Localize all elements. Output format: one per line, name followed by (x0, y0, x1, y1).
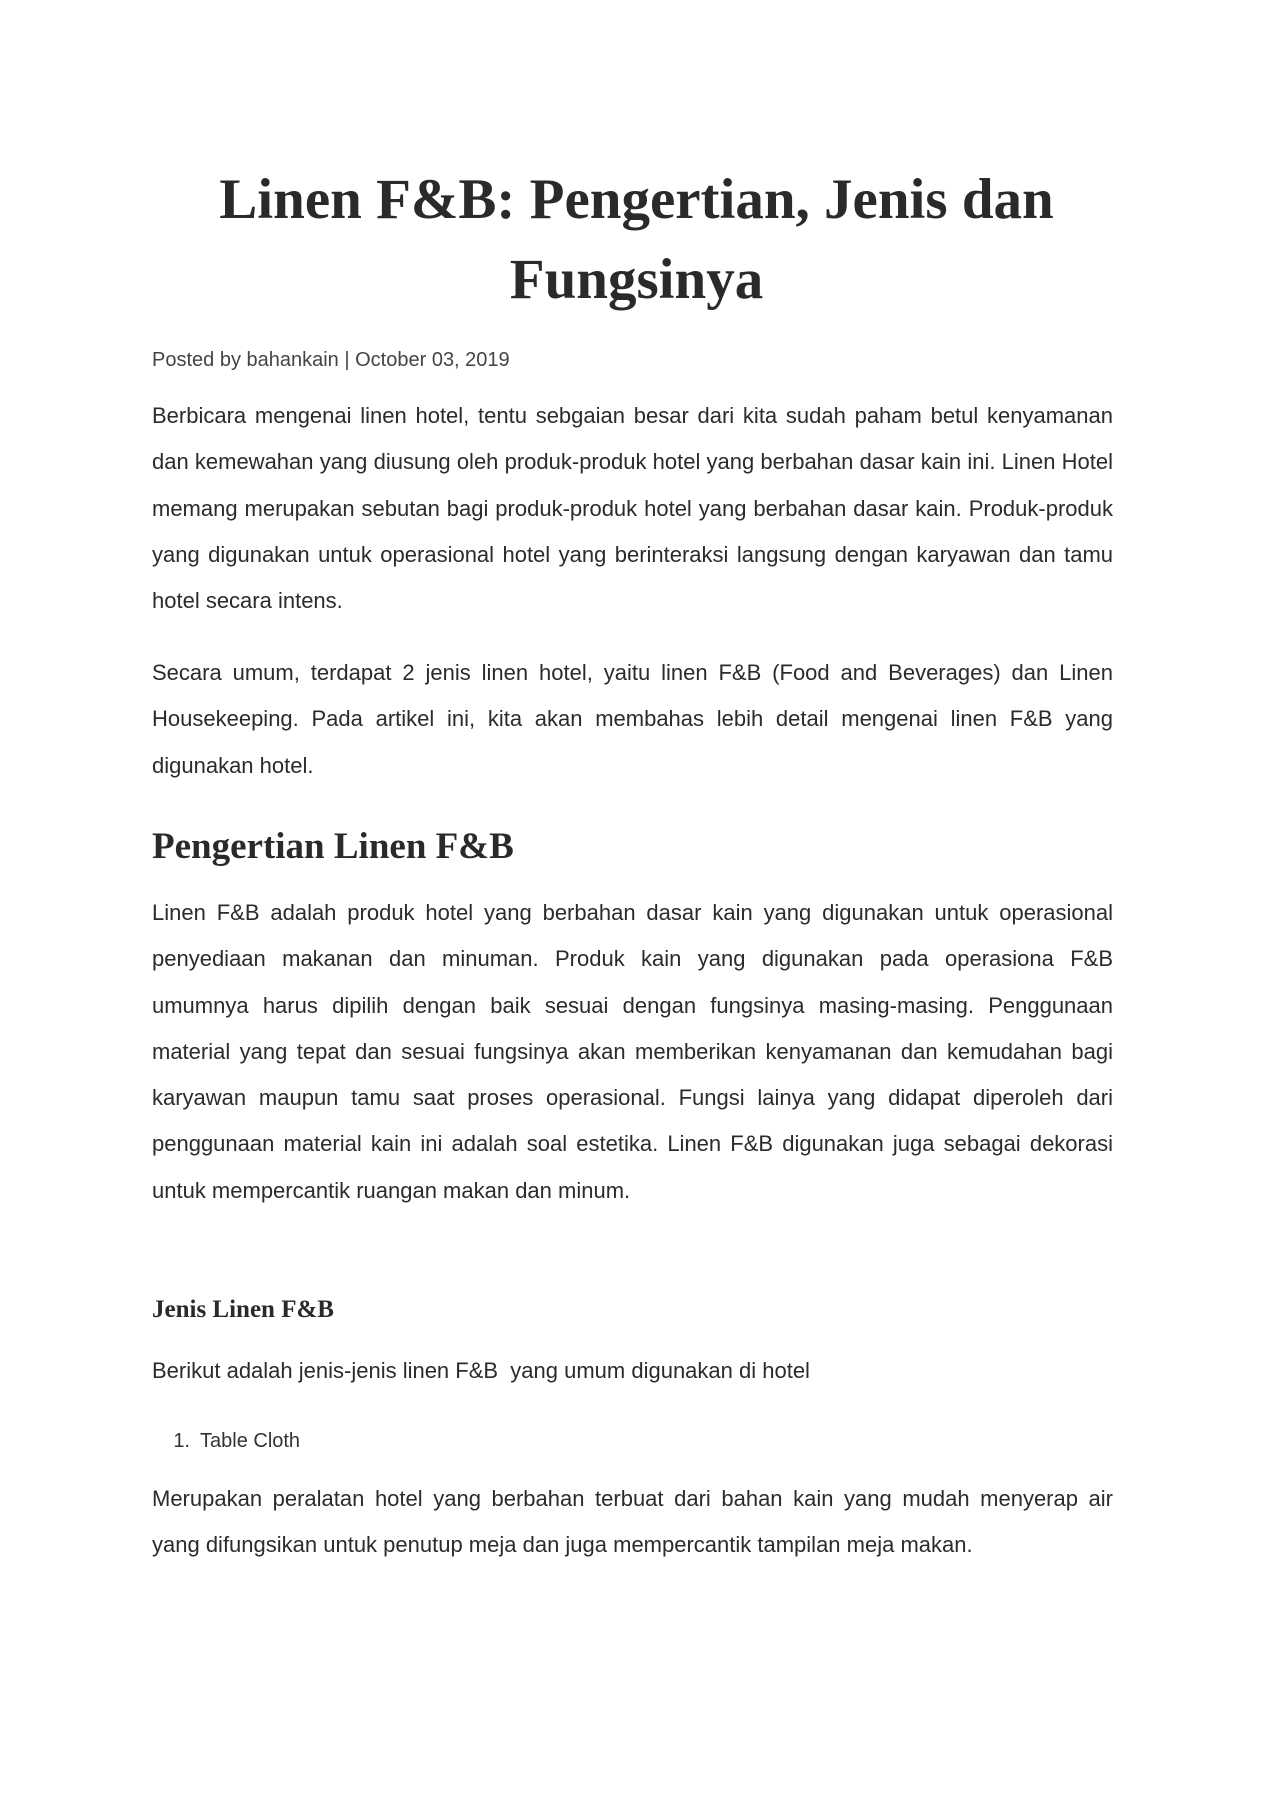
list-number: 1. (173, 1430, 190, 1452)
intro-paragraph-2: Secara umum, terdapat 2 jenis linen hotel, yaitu linen F&B (Food and Beverages) dan Linen Housekeeping. Pada artikel ini, kita akan membahas lebih detail mengenai linen F&B yang digunakan hotel. (152, 660, 1113, 778)
post-meta: Posted by bahankain | October 03, 2019 (152, 349, 510, 371)
section-heading-jenis: Jenis Linen F&B (152, 1296, 334, 1323)
article-title: Linen F&B: Pengertian, Jenis dan Fungsinya (219, 168, 1054, 311)
jenis-intro: Berikut adalah jenis-jenis linen F&B yang umum digunakan di hotel (152, 1358, 810, 1383)
table-cloth-paragraph: Merupakan peralatan hotel yang berbahan terbuat dari bahan kain yang mudah menyerap air yang difungsikan untuk penutup meja dan juga mempercantik tampilan meja makan. (152, 1486, 1113, 1558)
list-label: Table Cloth (200, 1430, 301, 1452)
pengertian-paragraph: Linen F&B adalah produk hotel yang berbahan dasar kain yang digunakan untuk operasional penyediaan makanan dan minuman. Produk kain yang digunakan pada operasiona F&B umumnya harus dipilih dengan baik sesuai dengan fungsinya masing-masing. Penggunaan material yang tepat dan sesuai fungsinya akan memberikan kenyamanan dan kemudahan bagi karyawan maupun tamu saat proses operasional. Fungsi lainya yang didapat diperoleh dari penggunaan material kain ini adalah soal estetika. Linen F&B digunakan juga sebagai dekorasi untuk mempercantik ruangan makan dan minum. (152, 900, 1113, 1203)
intro-paragraph-1: Berbicara mengenai linen hotel, tentu sebgaian besar dari kita sudah paham betul kenyamanan dan kemewahan yang diusung oleh produk-produk hotel yang berbahan dasar kain ini. Linen Hotel memang merupakan sebutan bagi produk-produk hotel yang berbahan dasar kain. Produk-produk yang digunakan untuk operasional hotel yang berinteraksi langsung dengan karyawan dan tamu hotel secara intens. (152, 403, 1113, 614)
list-item (152, 1426, 1113, 1456)
section-heading-pengertian: Pengertian Linen F&B (152, 826, 514, 867)
